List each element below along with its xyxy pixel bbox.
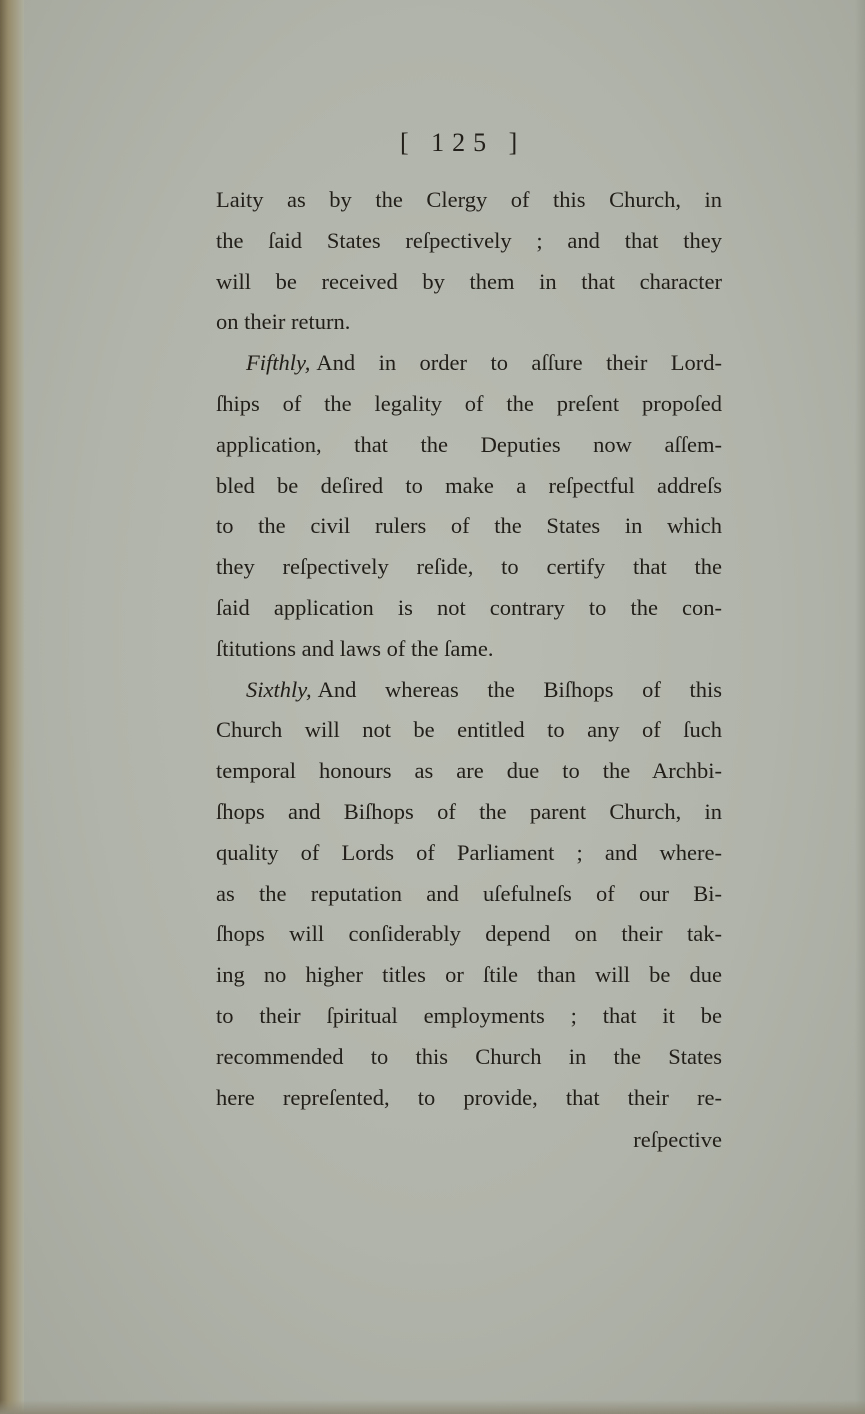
text-line: ſhops and Biſhops of the parent Church, in	[216, 798, 722, 824]
paragraph-start-line: Sixthly, And whereas the Biſhops of this	[246, 676, 722, 702]
paragraph-lead-word: Fifthly,	[246, 350, 311, 376]
text-line: to their ſpiritual employments ; that it be	[216, 1002, 722, 1028]
text-line: on their return.	[216, 309, 351, 335]
text-line: here repreſented, to provide, that their re-	[216, 1084, 722, 1110]
text-line: they reſpectively reſide, to certify that the	[216, 554, 722, 580]
text-line: ing no higher titles or ſtile than will be due	[216, 962, 722, 988]
text-line: as the reputation and uſefulneſs of our Bi-	[216, 880, 722, 906]
text-line: ſtitutions and laws of the ſame.	[216, 635, 494, 661]
text-line: quality of Lords of Parliament ; and where-	[216, 839, 722, 865]
page-number: [ 125 ]	[400, 128, 526, 157]
catchword: reſpective	[633, 1127, 722, 1153]
page-right-edge	[855, 0, 865, 1414]
body-text	[216, 180, 722, 1161]
text-line: ſhips of the legality of the preſent propoſed	[216, 390, 722, 416]
text-line: Church will not be entitled to any of ſuch	[216, 717, 722, 743]
text-line: ſaid application is not contrary to the con-	[216, 594, 722, 620]
text-line: temporal honours as are due to the Archbi-	[216, 758, 722, 784]
text-line: will be received by them in that character	[216, 268, 722, 294]
page-bottom-edge	[0, 1400, 865, 1414]
text-line: Laity as by the Clergy of this Church, in	[216, 187, 722, 212]
paragraph-start-line: Fifthly, And in order to aſſure their Lord-	[246, 350, 722, 376]
page-left-edge	[0, 0, 24, 1414]
text-line: the ſaid States reſpectively ; and that they	[216, 227, 722, 253]
paragraph-lead-word: Sixthly,	[246, 676, 312, 702]
text-line: ſhops will conſiderably depend on their tak-	[216, 921, 722, 947]
text-line: application, that the Deputies now aſſem-	[216, 431, 722, 457]
text-line: to the civil rulers of the States in which	[216, 513, 722, 539]
text-line: bled be deſired to make a reſpectful addreſs	[216, 472, 722, 498]
text-line: recommended to this Church in the States	[216, 1043, 722, 1069]
